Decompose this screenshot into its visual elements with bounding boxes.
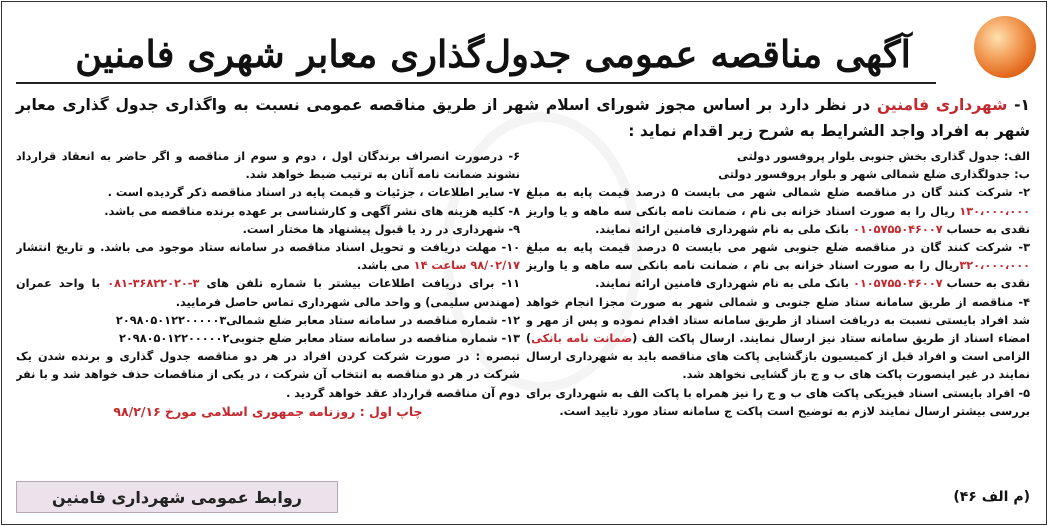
item-13: ۱۳- شماره مناقصه در سامانه ستاد معابر ضلع جنوبی۲۰۹۸۰۵۰۱۲۲۰۰۰۰۰۲ xyxy=(119,332,520,346)
right-column xyxy=(526,148,1030,436)
intro-prefix: ۱- xyxy=(1014,96,1030,114)
item-3-account: ۰۱۰۵۷۵۵۰۴۶۰۰۷ xyxy=(852,277,943,291)
item-8: ۸- کلیه هزینه های نشر آگهی و کارشناسی بر عهده برنده مناقصه می باشد. xyxy=(104,204,520,218)
tender-notice xyxy=(1,1,1047,525)
municipality-logo-icon xyxy=(974,16,1036,78)
item-10-text-a: ۱۰- مهلت دریافت و تحویل اسناد مناقصه در سامانه ستاد موجود می باشد. و تاریخ انتشار xyxy=(16,241,520,255)
item-7: ۷- سایر اطلاعات ، جزئیات و قیمت پایه در اسناد مناقصه ذکر گردیده است . xyxy=(107,186,520,200)
public-relations-label: روابط عمومی شهرداری فامنین xyxy=(52,487,302,507)
item-4-guarantee: ضمانت نامه بانکی xyxy=(531,332,633,346)
item-3-text-c: بانک ملی به نام شهرداری فامنین ارائه نمایند. xyxy=(595,277,853,291)
item-11-text-a: ۱۱- برای دریافت اطلاعات بیشتر با شماره تلفن های xyxy=(199,277,520,291)
item-2-amount: ۱۳۰،۰۰۰،۰۰۰ xyxy=(959,204,1030,218)
item-3-amount: ۳۲۰،۰۰۰،۰۰۰ xyxy=(959,259,1030,273)
item-10 xyxy=(16,239,520,275)
item-2-text-a: ۲- شرکت کنند گان در مناقصه ضلع شمالی شهر می بایست ۵ درصد قیمت پایه به مبلغ xyxy=(526,186,1030,200)
title-divider xyxy=(16,82,936,84)
item-11 xyxy=(16,275,520,311)
item-3 xyxy=(526,239,1030,294)
item-9: ۹- شهرداری در رد یا قبول پیشنهاد ها مختار است. xyxy=(242,222,520,236)
notice-code: (م الف ۴۶) xyxy=(953,489,1030,505)
item-10-text-b: می باشد. xyxy=(356,259,414,273)
title-bar xyxy=(20,30,966,78)
item-11-phone: ۳-۳۶۸۲۲۰۲۰-۰۸۱ xyxy=(107,277,200,291)
item-4 xyxy=(526,294,1030,385)
intro-text: در نظر دارد بر اساس مجوز شورای اسلام شهر از طریق مناقصه عمومی نسبت به واگذاری جدول گذاری معابر شهر به افراد واجد الشرایط به شرح زیر اقدام نماید : xyxy=(16,96,1030,140)
item-alef: الف: جدول گذاری بخش جنوبی بلوار پروفسور دولتی xyxy=(737,150,1030,163)
item-11-text-b: با واحد عمران (مهندس سلیمی) و واحد مالی شهرداری تماس حاصل فرمایید. xyxy=(16,277,520,309)
item-12: ۱۲- شماره مناقصه در سامانه ستاد معابر ضلع شمالی۲۰۹۸۰۵۰۱۲۲۰۰۰۰۰۳ xyxy=(115,313,520,327)
item-2-text-c: بانک ملی به نام شهرداری فامنین ارائه نمایند. xyxy=(595,222,853,236)
item-3-text-b: ریال را به صورت اسناد خزانه بی نام ، ضمانت نامه بانکی سه ماهه و یا واریز نقدی به حساب xyxy=(526,259,1030,291)
note: تبصره : در صورت شرکت کردن افراد در هر دو مناقصه جدول گذاری و برنده شدن یک شرکت در هر دو مناقصه به انتخاب آن شرکت ، در یکی از مناقصات حذف خواهد شد و با نفر دوم آن مناقصه قرارداد عقد خواهد گردید . xyxy=(16,350,520,400)
intro-paragraph xyxy=(16,92,1030,144)
page-title: آگهی مناقصه عمومی جدول‌گذاری معابر شهری فامنین xyxy=(75,32,911,76)
public-relations-box xyxy=(16,481,338,513)
left-column xyxy=(16,148,520,436)
item-4-text-a: ۴- مناقصه از طریق سامانه ستاد ضلع جنوبی و شمالی شهر به صورت مجزا انجام خواهد شد افراد بایستی نسبت به دریافت اسناد از طریق سامانه ستاد اقدام نموده و پس از مهر و امضاء اسناد از طریق سامانه ستاد نیز ارسال نمایند. ارسال پاکت الف ( xyxy=(526,295,1030,346)
item-4-text-b: ) الزامی است و افراد قبل از کمیسیون بازگشایی پاکت های مناقصه باید به شهرداری ارسال نمایند در غیر اینصورت پاکت های ب و ج باز گشایی نخواهد شد. xyxy=(526,332,1030,382)
footer xyxy=(16,480,1030,514)
item-2-text-b: ریال را به صورت اسناد خزانه بی نام ، ضمانت نامه بانکی سه ماهه و یا واریز نقدی به حساب xyxy=(526,204,1030,236)
intro-highlight: شهرداری فامنین xyxy=(876,96,1008,114)
item-10-date: ۹۸/۰۲/۱۷ ساعت ۱۴ xyxy=(413,259,520,273)
item-2-account: ۰۱۰۵۷۵۵۰۴۶۰۰۷ xyxy=(852,222,943,236)
print-line: چاپ اول : روزنامه جمهوری اسلامی مورخ ۹۸/۲/۱۶ xyxy=(113,403,423,419)
item-6: ۶- درصورت انصراف برندگان اول ، دوم و سوم از مناقصه و اگر حاضر به انعقاد قرارداد نشوند ضمانت نامه آنان به ترتیب ضبط خواهد شد. xyxy=(16,150,520,182)
content-columns xyxy=(16,148,1030,436)
item-5: ۵- افراد بایستی اسناد فیزیکی پاکت های ب و ج را نیز همراه با پاکت الف به شهرداری برای بررسی بیشتر ارسال نمایند لازم به توضیح است پاکت ج سامانه ستاد مورد تایید است. xyxy=(526,386,1030,418)
item-3-text-a: ۳- شرکت کنند گان در مناقصه ضلع جنوبی شهر می بایست ۵ درصد قیمت پایه به مبلغ xyxy=(526,241,1030,255)
item-be: ب: جدولگذاری ضلع شمالی شهر و بلوار پروفسور دولتی xyxy=(718,168,1030,182)
item-2 xyxy=(526,184,1030,239)
